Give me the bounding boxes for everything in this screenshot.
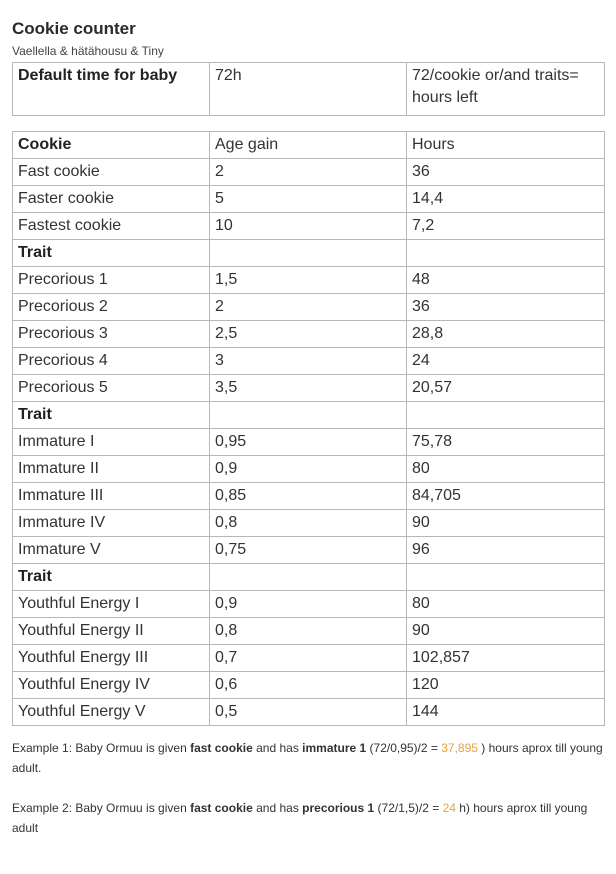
cookie-name-cell: Fastest cookie: [13, 213, 210, 240]
default-time-value: 72h: [210, 63, 407, 116]
age-gain-cell: 0,9: [210, 456, 407, 483]
empty-cell: [407, 240, 605, 267]
example-2: [12, 798, 608, 838]
age-gain-cell: 0,8: [210, 510, 407, 537]
hours-cell: 48: [407, 267, 605, 294]
age-gain-cell: 2: [210, 294, 407, 321]
age-gain-cell: 3,5: [210, 375, 407, 402]
age-gain-cell: 0,6: [210, 672, 407, 699]
hours-cell: 144: [407, 699, 605, 726]
cookie-name-cell: Precorious 3: [13, 321, 210, 348]
cookie-name-cell: Immature I: [13, 429, 210, 456]
hours-cell: 36: [407, 294, 605, 321]
column-header-cookie: Cookie: [13, 132, 210, 159]
cookie-name-cell: Youthful Energy V: [13, 699, 210, 726]
default-time-table: [12, 62, 605, 116]
example-formula: (72/0,95)/2 =: [366, 741, 442, 755]
age-gain-cell: 3: [210, 348, 407, 375]
hours-cell: 20,57: [407, 375, 605, 402]
table-row: [13, 456, 605, 483]
cookie-name-cell: Immature II: [13, 456, 210, 483]
table-row: [13, 294, 605, 321]
table-header-row: [13, 132, 605, 159]
cookie-name-cell: Youthful Energy II: [13, 618, 210, 645]
age-gain-cell: 0,5: [210, 699, 407, 726]
empty-cell: [210, 564, 407, 591]
age-gain-cell: 5: [210, 186, 407, 213]
table-row: [13, 159, 605, 186]
cookie-name-cell: Youthful Energy IV: [13, 672, 210, 699]
hours-cell: 90: [407, 618, 605, 645]
age-gain-cell: 2: [210, 159, 407, 186]
example-cookie: fast cookie: [190, 741, 253, 755]
example-trait: precorious 1: [302, 801, 375, 815]
example-prefix: Example 1: Baby Ormuu is given: [12, 741, 191, 755]
cookie-name-cell: Youthful Energy I: [13, 591, 210, 618]
table-row: [13, 213, 605, 240]
cookie-name-cell: Fast cookie: [13, 159, 210, 186]
hours-cell: 14,4: [407, 186, 605, 213]
example-mid: and has: [252, 801, 303, 815]
example-formula: (72/1,5)/2 =: [374, 801, 443, 815]
table-row: [13, 645, 605, 672]
age-gain-cell: 2,5: [210, 321, 407, 348]
example-suffix: h) hours aprox till young adult: [12, 801, 588, 835]
example-result: 24: [442, 801, 456, 815]
age-gain-cell: 0,85: [210, 483, 407, 510]
default-time-row: [13, 63, 605, 116]
section-label: Trait: [13, 564, 210, 591]
hours-cell: 80: [407, 456, 605, 483]
hours-cell: 75,78: [407, 429, 605, 456]
table-row: [13, 510, 605, 537]
hours-cell: 80: [407, 591, 605, 618]
column-header-age-gain: Age gain: [210, 132, 407, 159]
hours-cell: 120: [407, 672, 605, 699]
hours-cell: 36: [407, 159, 605, 186]
cookie-name-cell: Precorious 5: [13, 375, 210, 402]
cookie-name-cell: Youthful Energy III: [13, 645, 210, 672]
age-gain-cell: 0,75: [210, 537, 407, 564]
age-gain-cell: 0,7: [210, 645, 407, 672]
age-gain-cell: 10: [210, 213, 407, 240]
table-row: [13, 267, 605, 294]
cookie-name-cell: Precorious 4: [13, 348, 210, 375]
cookie-name-cell: Immature III: [13, 483, 210, 510]
table-row: [13, 429, 605, 456]
table-row: [13, 186, 605, 213]
section-label: Trait: [13, 402, 210, 429]
age-gain-cell: 0,8: [210, 618, 407, 645]
empty-cell: [210, 240, 407, 267]
cookie-name-cell: Immature IV: [13, 510, 210, 537]
hours-cell: 7,2: [407, 213, 605, 240]
empty-cell: [210, 402, 407, 429]
cookie-name-cell: Immature V: [13, 537, 210, 564]
hours-cell: 24: [407, 348, 605, 375]
table-row: [13, 699, 605, 726]
example-mid: and has: [252, 741, 303, 755]
section-row: [13, 402, 605, 429]
age-gain-cell: 0,9: [210, 591, 407, 618]
cookie-name-cell: Precorious 1: [13, 267, 210, 294]
column-header-hours: Hours: [407, 132, 605, 159]
table-row: [13, 321, 605, 348]
section-label: Trait: [13, 240, 210, 267]
hours-cell: 84,705: [407, 483, 605, 510]
table-row: [13, 591, 605, 618]
table-row: [13, 483, 605, 510]
example-result: 37,895: [441, 741, 478, 755]
hours-cell: 90: [407, 510, 605, 537]
age-gain-cell: 1,5: [210, 267, 407, 294]
empty-cell: [407, 402, 605, 429]
table-row: [13, 375, 605, 402]
example-trait: immature 1: [302, 741, 367, 755]
authors-line: Vaellella & hätähousu & Tiny: [12, 44, 164, 58]
default-time-label: Default time for baby: [13, 63, 210, 116]
hours-cell: 102,857: [407, 645, 605, 672]
example-prefix: Example 2: Baby Ormuu is given: [12, 801, 191, 815]
empty-cell: [407, 564, 605, 591]
section-row: [13, 564, 605, 591]
age-gain-cell: 0,95: [210, 429, 407, 456]
table-row: [13, 348, 605, 375]
example-cookie: fast cookie: [190, 801, 253, 815]
default-time-note: 72/cookie or/and traits= hours left: [407, 63, 605, 116]
table-row: [13, 672, 605, 699]
table-body: [13, 159, 605, 726]
table-row: [13, 618, 605, 645]
hours-cell: 96: [407, 537, 605, 564]
example-1: [12, 738, 608, 778]
table-row: [13, 537, 605, 564]
hours-cell: 28,8: [407, 321, 605, 348]
cookie-table: [12, 131, 605, 726]
cookie-name-cell: Precorious 2: [13, 294, 210, 321]
cookie-name-cell: Faster cookie: [13, 186, 210, 213]
page-title: Cookie counter: [12, 19, 136, 38]
section-row: [13, 240, 605, 267]
example-suffix: ) hours aprox till young adult.: [12, 741, 603, 775]
